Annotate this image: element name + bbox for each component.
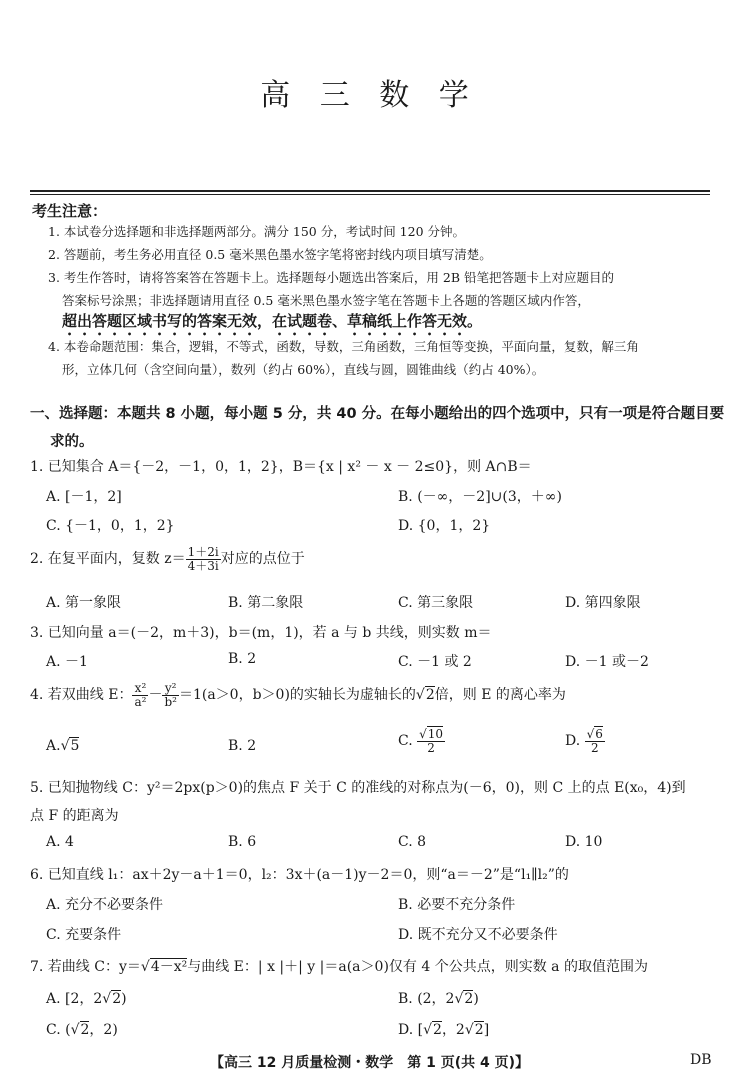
question-1-option-d: D. {0，1，2}: [398, 518, 491, 534]
question-6-option-d: D. 既不充分又不必要条件: [398, 927, 558, 943]
option-text: ]: [483, 1022, 490, 1038]
question-3-option-c: C. －1 或 2: [398, 654, 472, 670]
question-2-text: 2. 在复平面内，复数 z＝: [30, 551, 186, 568]
notice-heading: 考生注意：: [32, 202, 108, 220]
notice-item-3-cont: 答案标号涂黑；非选择题请用直径 0.5 毫米黑色墨水签字笔在答题卡上各题的答题区域内作答，: [62, 293, 590, 308]
radicand: 6: [595, 727, 603, 741]
question-1-option-b: B. (－∞，－2]∪(3，＋∞): [398, 489, 562, 505]
question-6-option-c: C. 充要条件: [46, 927, 122, 943]
question-2-option-b: B. 第二象限: [228, 595, 304, 611]
fraction-denominator: 2: [427, 740, 435, 755]
question-1-option-a: A. [－1，2]: [46, 489, 122, 505]
notice-item-4: 4. 本卷命题范围：集合，逻辑，不等式，函数，导数，三角函数，三角恒等变换，平面向量，复数，解三角: [48, 339, 639, 354]
question-2-option-d: D. 第四象限: [565, 595, 641, 611]
radicand: 2: [433, 1022, 442, 1038]
option-text: ): [473, 991, 479, 1007]
notice-item-1: 1. 本试卷分选择题和非选择题两部分。满分 150 分，考试时间 120 分钟。: [48, 224, 466, 239]
radicand: 2: [112, 991, 122, 1007]
question-5-option-c: C. 8: [398, 834, 427, 850]
option-text: C. (: [46, 1022, 71, 1038]
option-text: ，2: [441, 1022, 465, 1038]
radicand: 10: [427, 727, 444, 741]
question-4-option-d: [565, 728, 605, 754]
question-3-stem: 3. 已知向量 a＝(－2，m＋3)，b＝(m，1)，若 a 与 b 共线，则实数 m＝: [30, 625, 492, 641]
notice-item-3: 3. 考生作答时，请将答案答在答题卡上。选择题每小题选出答案后，用 2B 铅笔把答题卡上对应题目的: [48, 270, 614, 285]
question-5-option-d: D. 10: [565, 834, 603, 850]
question-5-option-a: A. 4: [46, 834, 74, 850]
option-label: C.: [398, 733, 413, 750]
radicand: 5: [70, 738, 80, 754]
question-6-option-a: A. 充分不必要条件: [46, 897, 164, 913]
question-6-option-b: B. 必要不充分条件: [398, 897, 516, 913]
option-text: B. (2，2: [398, 991, 455, 1007]
question-7-option-d: D. [√2，2√2]: [398, 1022, 490, 1038]
fraction-denominator: 2: [590, 740, 599, 755]
page-title: 高 三 数 学: [260, 78, 479, 113]
fraction: [417, 728, 445, 754]
question-2-text: 对应的点位于: [220, 551, 305, 568]
radicand: 2: [80, 1022, 90, 1038]
fraction: [585, 728, 605, 754]
option-text: ): [121, 991, 127, 1007]
radicand: 2: [464, 991, 474, 1007]
question-7-option-a: A. [2，2√2): [46, 991, 127, 1007]
question-4-option-b: B. 2: [228, 738, 257, 754]
radicand: 2: [474, 1022, 484, 1038]
question-4-option-a: A.√5: [46, 738, 80, 754]
question-5-stem: 5. 已知抛物线 C：y²＝2px(p＞0)的焦点 F 关于 C 的准线的对称点为(－6，0)，则 C 上的点 E(x₀，4)到: [30, 780, 686, 796]
fraction-numerator: y²: [162, 682, 179, 696]
minus-sign: －: [148, 687, 163, 704]
question-4-option-c: [398, 728, 445, 754]
question-4-stem: 4. 若双曲线 E： $\frac{\text{x²}}{\text{a²}}$ － $\frac{\text{y²}}{\text{b²}}$ ＝1(a＞0，b＞0)的实轴长为虚轴长的√2倍，则 E 的离心率为: [30, 681, 566, 709]
fraction: [132, 682, 148, 708]
question-7-text: 与曲线 E：| x |＋| y |＝a(a＞0)仅有 4 个公共点，则实数 a 的取值范围为: [187, 959, 648, 975]
divider: [30, 194, 710, 195]
question-7-stem: 7. 若曲线 C：y＝√4－x²与曲线 E：| x |＋| y |＝a(a＞0)仅有 4 个公共点，则实数 a 的取值范围为: [30, 959, 648, 975]
question-4-text: ＝1(a＞0，b＞0)的实轴长为虚轴长的: [178, 687, 416, 704]
page-footer: 【高三 12 月质量检测・数学 第 1 页(共 4 页)】: [209, 1055, 529, 1071]
question-7-option-b: B. (2，2√2): [398, 991, 479, 1007]
fraction-denominator: b²: [164, 694, 177, 709]
question-1-stem: 1. 已知集合 A＝{－2，－1，0，1，2}，B＝{x | x² － x － 2≤0}，则 A∩B＝: [30, 459, 532, 475]
fraction-numerator: √6: [586, 727, 603, 741]
fraction-denominator: a²: [134, 694, 147, 709]
paper-code: DB: [690, 1052, 712, 1068]
option-label: A.: [46, 738, 61, 754]
question-2-option-a: A. 第一象限: [46, 595, 122, 611]
question-2-stem: [30, 546, 305, 572]
question-6-stem: 6. 已知直线 l₁：ax＋2y－a＋1＝0，l₂：3x＋(a－1)y－2＝0，则“a＝－2”是“l₁∥l₂”的: [30, 867, 569, 883]
fraction: [162, 682, 179, 708]
question-1-option-c: C. {－1，0，1，2}: [46, 518, 175, 534]
notice-warning: 超出答题区域书写的答案无效，在试题卷、草稿纸上作答无效。: [62, 312, 483, 330]
question-4-text: 倍，则 E 的离心率为: [434, 687, 566, 704]
fraction-numerator: √10: [419, 727, 444, 741]
question-3-option-a: A. －1: [46, 654, 88, 670]
radicand: 2: [425, 687, 435, 704]
divider: [30, 190, 710, 192]
question-3-option-d: D. －1 或－2: [565, 654, 649, 670]
question-4-text: 4. 若双曲线 E：: [30, 687, 133, 704]
option-text: ，2): [89, 1022, 118, 1038]
question-7-text: 7. 若曲线 C：y＝: [30, 959, 141, 975]
fraction-numerator: x²: [132, 682, 148, 696]
question-7-option-c: C. (√2，2): [46, 1022, 118, 1038]
option-label: D.: [565, 733, 581, 750]
option-text: D. [: [398, 1022, 424, 1038]
section-heading-cont: 求的。: [50, 434, 94, 450]
option-text: A. [2，2: [46, 991, 103, 1007]
fraction-numerator: 1＋2i: [187, 545, 219, 559]
question-5-stem-cont: 点 F 的距离为: [30, 808, 119, 824]
fraction: [186, 546, 221, 572]
question-3-option-b: B. 2: [228, 651, 257, 667]
notice-item-2: 2. 答题前，考生务必用直径 0.5 毫米黑色墨水签字笔将密封线内项目填写清楚。: [48, 247, 492, 262]
radicand: 4－x²: [150, 959, 188, 975]
question-5-option-b: B. 6: [228, 834, 257, 850]
question-2-option-c: C. 第三象限: [398, 595, 474, 611]
section-heading: 一、选择题：本题共 8 小题，每小题 5 分，共 40 分。在每小题给出的四个选项中，只有一项是符合题目要: [30, 406, 725, 422]
notice-item-4-cont: 形，立体几何（含空间向量），数列（约占 60%），直线与圆，圆锥曲线（约占 40%）。: [62, 362, 545, 377]
fraction-denominator: 4＋3i: [187, 558, 219, 573]
